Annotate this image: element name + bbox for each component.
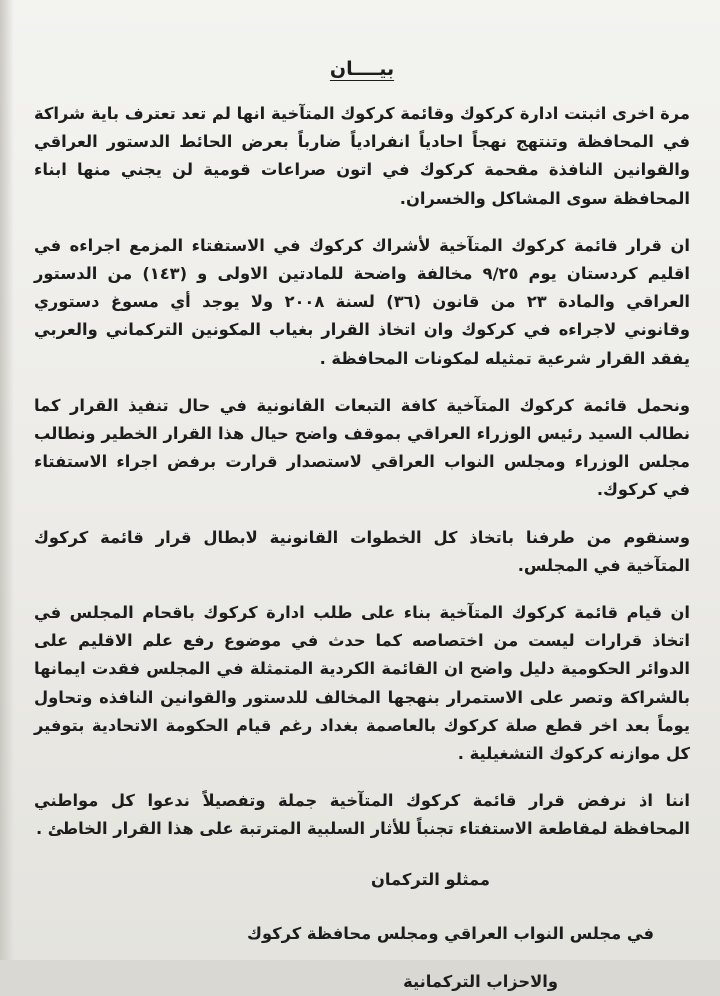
paragraph-6: اننا اذ نرفض قرار قائمة كركوك المتآخية جملة وتفصيلاً ندعوا كل مواطني المحافظة لمقاطعة الاستفتاء تجنباً للأثار السلبية المترتبة على هذا القرار الخاطئ . — [34, 791, 690, 839]
paragraph-2: ان قرار قائمة كركوك المتآخية لأشراك كركوك في الاستفتاء المزمع اجراءه في اقليم كردستان يوم ٩/٢٥ مخالفة واضحة للمادتين الاولى و (١٤٣) من الدستور العراقي والمادة ٢٣ من قانون (٣٦) لسنة ٢٠٠٨ ولا يوجد أي مسوغ دستوري وقانوني لاجراءه في كركوك وان اتخاذ القرار بغياب المكونين التركماني والعربي يفقد القرار شرعية تمثيله لمكونات المحافظة . — [34, 235, 691, 368]
paragraph-1: مرة اخرى اثبتت ادارة كركوك وقائمة كركوك المتآخية انها لم تعد تعترف باية شراكة في المحافظة وتنتهج نهجاً احادياً انفرادياً ضارباً بعرض الحائط الدستور العراقي والقوانين النافذة مقحمة كركوك في اتون صراعات قومية لن يجني منها ابناء المحافظة سوى المشاكل والخسران. — [34, 104, 690, 208]
signature-line-2: في مجلس النواب العراقي ومجلس محافظة كركوك — [247, 923, 654, 943]
signature-line-3: والاحزاب التركمانية — [403, 971, 558, 991]
signature-block — [34, 866, 690, 996]
signature-line-1: ممثلو التركمان — [370, 869, 490, 889]
paragraph-4: وسنقوم من طرفنا باتخاذ كل الخطوات القانونية لابطال قرار قائمة كركوك المتآخية في المجلس. — [34, 527, 690, 575]
paragraph-5: ان قيام قائمة كركوك المتآخية بناء على طلب ادارة كركوك باقحام المجلس في اتخاذ قرارات ليست من اختصاصه كما حدث في موضوع رفع علم الاقليم على الدوائر الحكومية دليل واضح ان القائمة الكردية المتمثلة في المجلس فقدت ايمانها بالشراكة وتصر على الاستمرار بنهجها المخالف للدستور والقوانين النافذه وتحاول يوماً بعد اخر قطع صلة كركوك بالعاصمة بغداد رغم قيام الحكومة الاتحادية بتوفير كل موازنه كركوك التشغيلية . — [34, 603, 690, 764]
paragraph-3: ونحمل قائمة كركوك المتآخية كافة التبعات القانونية في حال تنفيذ القرار كما نطالب السيد رئيس الوزراء العراقي بموقف واضح حيال هذا القرار الخطير ونطالب مجلس الوزراء ومجلس النواب العراقي لاستصدار قرارت برفض اجراء الاستفتاء في كركوك. — [34, 395, 690, 500]
document-title: بيــــان — [329, 58, 395, 80]
